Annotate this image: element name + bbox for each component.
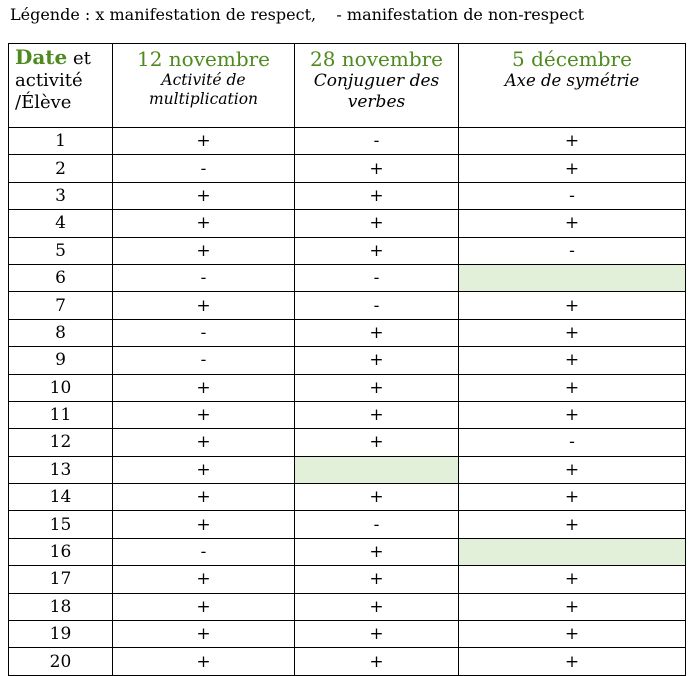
- mark-cell: +: [459, 566, 686, 593]
- mark-cell: +: [459, 511, 686, 538]
- mark-cell: +: [459, 210, 686, 237]
- student-number: 1: [9, 128, 113, 155]
- student-number: 13: [9, 456, 113, 483]
- table-row: [9, 347, 686, 374]
- mark-cell: +: [459, 155, 686, 182]
- mark-cell: +: [459, 347, 686, 374]
- mark-cell: +: [459, 484, 686, 511]
- student-number: 19: [9, 621, 113, 648]
- table-row: [9, 401, 686, 428]
- student-number: 15: [9, 511, 113, 538]
- mark-cell: -: [459, 429, 686, 456]
- table-row: [9, 484, 686, 511]
- student-number: 10: [9, 374, 113, 401]
- mark-cell: +: [113, 237, 295, 264]
- mark-cell: +: [113, 484, 295, 511]
- table-row: [9, 621, 686, 648]
- mark-cell: +: [295, 210, 459, 237]
- mark-cell: +: [113, 210, 295, 237]
- column-date: 28 novembre: [309, 47, 444, 71]
- table-row: [9, 292, 686, 319]
- student-number: 14: [9, 484, 113, 511]
- table-row: [9, 538, 686, 565]
- mark-cell: -: [295, 511, 459, 538]
- mark-cell: +: [113, 182, 295, 209]
- mark-cell: +: [295, 621, 459, 648]
- table-row: [9, 128, 686, 155]
- table-row: [9, 456, 686, 483]
- student-number: 3: [9, 182, 113, 209]
- table-row: [9, 182, 686, 209]
- column-date: 5 décembre: [512, 47, 632, 71]
- student-number: 8: [9, 319, 113, 346]
- mark-cell: +: [113, 292, 295, 319]
- column-header-1: [113, 44, 295, 128]
- column-activity: Conjuguer des verbes: [313, 71, 440, 112]
- column-header-3: [459, 44, 686, 128]
- mark-cell: +: [295, 538, 459, 565]
- mark-cell: +: [113, 128, 295, 155]
- student-number: 20: [9, 648, 113, 675]
- mark-cell: +: [113, 374, 295, 401]
- student-number: 11: [9, 401, 113, 428]
- mark-cell: +: [113, 593, 295, 620]
- student-number: 6: [9, 264, 113, 291]
- mark-cell: -: [113, 538, 295, 565]
- mark-cell: +: [459, 648, 686, 675]
- column-activity: Axe de symétrie: [504, 71, 640, 90]
- mark-cell: -: [295, 292, 459, 319]
- mark-cell: +: [459, 374, 686, 401]
- mark-cell: +: [113, 621, 295, 648]
- mark-cell: +: [113, 566, 295, 593]
- column-activity: Activité de multiplication: [148, 71, 259, 108]
- mark-cell: +: [459, 319, 686, 346]
- student-number: 7: [9, 292, 113, 319]
- student-number: 2: [9, 155, 113, 182]
- table-row: [9, 648, 686, 675]
- mark-cell: +: [295, 593, 459, 620]
- table-body: [9, 128, 686, 676]
- mark-cell: +: [295, 484, 459, 511]
- mark-cell: +: [295, 182, 459, 209]
- table-row: [9, 429, 686, 456]
- table-row: [9, 374, 686, 401]
- student-number: 9: [9, 347, 113, 374]
- student-number: 4: [9, 210, 113, 237]
- mark-cell: +: [295, 155, 459, 182]
- table-row: [9, 319, 686, 346]
- student-number: 18: [9, 593, 113, 620]
- corner-header: [9, 44, 113, 128]
- legend: Légende : x manifestation de respect, - manifestation de non-respect: [10, 5, 585, 24]
- student-number: 12: [9, 429, 113, 456]
- respect-table: [8, 43, 686, 676]
- mark-cell: -: [113, 264, 295, 291]
- mark-cell: +: [459, 128, 686, 155]
- mark-cell: -: [113, 347, 295, 374]
- corner-activite: activité: [15, 70, 83, 91]
- mark-cell: +: [459, 401, 686, 428]
- mark-cell: +: [295, 347, 459, 374]
- mark-cell: +: [113, 511, 295, 538]
- table-row: [9, 593, 686, 620]
- table-row: [9, 155, 686, 182]
- mark-cell: +: [295, 429, 459, 456]
- mark-cell: +: [295, 401, 459, 428]
- mark-cell: +: [459, 593, 686, 620]
- student-number: 17: [9, 566, 113, 593]
- mark-cell: +: [295, 237, 459, 264]
- student-number: 5: [9, 237, 113, 264]
- mark-cell: +: [295, 648, 459, 675]
- header-row: [9, 44, 686, 128]
- mark-cell: +: [295, 374, 459, 401]
- mark-cell: +: [295, 319, 459, 346]
- mark-cell: +: [459, 292, 686, 319]
- table-row: [9, 264, 686, 291]
- column-header-2: [295, 44, 459, 128]
- corner-eleve: /Élève: [15, 92, 72, 113]
- table-row: [9, 237, 686, 264]
- empty-cell: [459, 538, 686, 565]
- mark-cell: -: [295, 264, 459, 291]
- empty-cell: [295, 456, 459, 483]
- corner-date-word: Date: [15, 45, 68, 69]
- mark-cell: -: [459, 237, 686, 264]
- mark-cell: +: [113, 429, 295, 456]
- mark-cell: +: [113, 648, 295, 675]
- mark-cell: +: [459, 621, 686, 648]
- mark-cell: +: [295, 566, 459, 593]
- mark-cell: -: [113, 319, 295, 346]
- mark-cell: -: [113, 155, 295, 182]
- mark-cell: -: [295, 128, 459, 155]
- student-number: 16: [9, 538, 113, 565]
- table-row: [9, 210, 686, 237]
- mark-cell: -: [459, 182, 686, 209]
- empty-cell: [459, 264, 686, 291]
- mark-cell: +: [113, 401, 295, 428]
- mark-cell: +: [459, 456, 686, 483]
- corner-et: et: [67, 48, 91, 69]
- column-date: 12 novembre: [136, 47, 271, 71]
- table-row: [9, 566, 686, 593]
- table-row: [9, 511, 686, 538]
- mark-cell: +: [113, 456, 295, 483]
